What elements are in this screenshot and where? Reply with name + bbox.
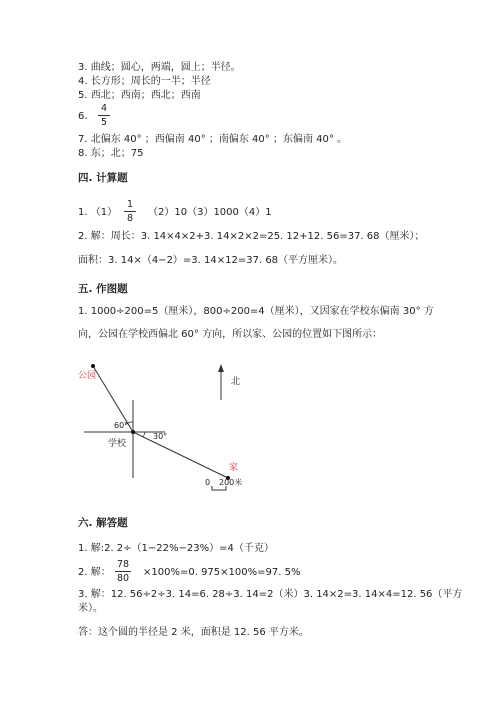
section-4-q2-line1: 2. 解：周长：3. 14×4×2+3. 14×2×2=25. 12+12. 56=37. 68（厘米）； bbox=[78, 231, 425, 242]
section-5-line2: 向，公园在学校西偏北 60° 方向，所以家、公园的位置如下图所示： bbox=[78, 329, 383, 340]
answer-item-7: 7. 北偏东 40° ；西偏南 40° ；南偏东 40° ；东偏南 40° 。 bbox=[78, 134, 348, 145]
scale-zero-label: 0 bbox=[205, 478, 211, 487]
school-point bbox=[131, 430, 135, 434]
answer-item-4: 4. 长方形；周长的一半；半径 bbox=[78, 76, 211, 87]
north-arrow-icon bbox=[218, 364, 224, 372]
school-to-home-line bbox=[133, 432, 228, 478]
home-label: 家 bbox=[229, 463, 239, 473]
section-4-q2-line2: 面积：3. 14×（4−2）=3. 14×12=37. 68（平方厘米）。 bbox=[78, 255, 344, 266]
fraction-numerator: 78 bbox=[116, 559, 130, 570]
answer-item-5: 5. 西北；西南；西北；西南 bbox=[78, 90, 201, 101]
park-point bbox=[91, 364, 95, 368]
section-6-q1: 1. 解:2. 2÷（1−22%−23%）=4（千克） bbox=[78, 543, 274, 554]
section-6-q2-prefix: 2. 解： bbox=[78, 567, 111, 578]
angle-30-label: 30° bbox=[153, 432, 168, 441]
section-4-heading: 四. 计算题 bbox=[78, 172, 128, 184]
fraction-bar bbox=[115, 571, 131, 572]
fraction-numerator: 4 bbox=[100, 103, 108, 114]
section-5-heading: 五. 作图题 bbox=[78, 283, 128, 295]
section-5-line1: 1. 1000÷200=5（厘米），800÷200=4（厘米），又因家在学校东偏南 30° 方 bbox=[78, 306, 434, 317]
fraction-denominator: 5 bbox=[100, 117, 108, 128]
fraction-denominator: 8 bbox=[126, 213, 134, 224]
section-4-q1-rest: （2）10（3）1000（4）1 bbox=[148, 207, 272, 218]
section-6-answer: 答：这个圆的半径是 2 米，面积是 12. 56 平方米。 bbox=[78, 627, 309, 638]
answer-item-8: 8. 东；北；75 bbox=[78, 148, 144, 159]
angle-30-arc bbox=[143, 432, 145, 437]
section-4-q1-prefix: 1. （1） bbox=[78, 207, 118, 218]
section-6-q3-line1: 3. 解：12. 56÷2÷3. 14=6. 28÷3. 14=2（米）3. 14×2=3. 14×4=12. 56（平方 bbox=[78, 589, 463, 600]
fraction-denominator: 80 bbox=[116, 573, 130, 584]
answer-item-3: 3. 曲线；圆心，两端，圆上；半径。 bbox=[78, 62, 241, 73]
angle-60-label: 60° bbox=[114, 421, 129, 430]
section-6-q2-fraction bbox=[115, 559, 131, 584]
scale-distance-label: 200米 bbox=[219, 478, 243, 487]
answer-item-6-prefix: 6. bbox=[78, 111, 88, 122]
section-6-q2-rest: ×100%=0. 975×100%=97. 5% bbox=[143, 567, 301, 578]
fraction-numerator: 1 bbox=[126, 199, 134, 210]
park-label: 公园 bbox=[78, 371, 97, 381]
section-6-q3-line2: 米）。 bbox=[78, 603, 103, 614]
section-6-heading: 六. 解答题 bbox=[78, 517, 128, 529]
north-label: 北 bbox=[231, 377, 241, 387]
school-label: 学校 bbox=[108, 439, 127, 449]
